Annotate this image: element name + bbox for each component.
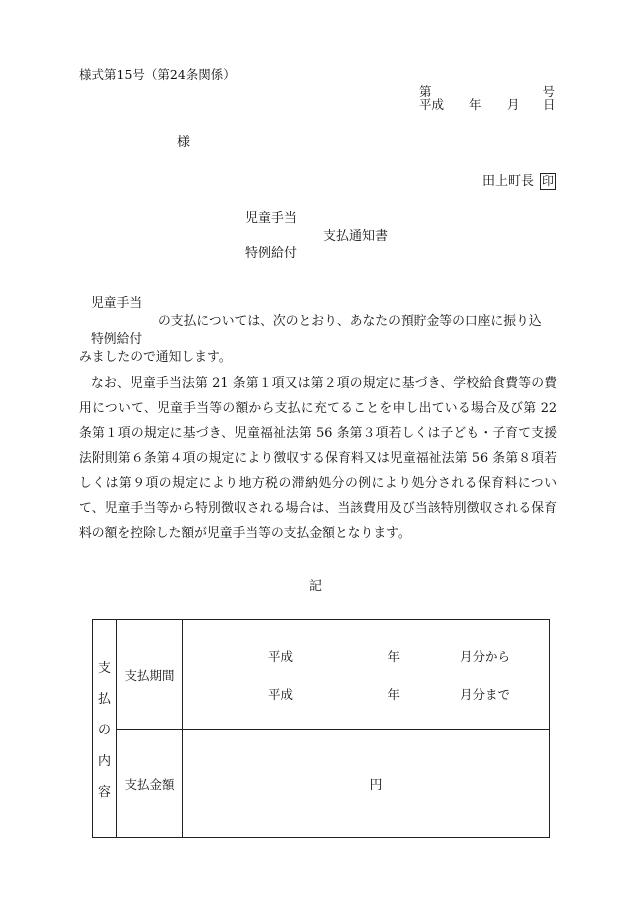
period-from	[183, 637, 549, 675]
period-to-year: 年	[387, 686, 400, 702]
form-number: 様式第15号（第24条関係）	[79, 67, 236, 82]
doc-number-suffix: 号	[542, 84, 555, 99]
intro-continuation: みましたので通知します。	[79, 350, 232, 365]
side-label-cell	[93, 620, 117, 838]
record-label: 記	[309, 579, 323, 594]
side-label: 支 払 の 内 容	[97, 661, 111, 800]
sender	[482, 173, 556, 190]
period-label: 支払期間	[117, 620, 183, 730]
issue-date	[419, 99, 559, 112]
period-value-cell	[183, 620, 550, 730]
note-paragraph: なお、児童手当法第 21 条第１項又は第２項の規定に基づき、学校給食費等の費用について、児童手当等の額から支払に充てることを申し出ている場合及び第 22 条第１項の規定に基づき、児童福祉法第 56 条第３項若しくは子ども・子育て支援法附則第６条第４項の規定により徴収する保育料又は児童福祉法第 56 条第８項若しくは第９項の規定により地方税の滞納処分の例により処分される保育料について、児童手当等から特別徴収される場合は、当該費用及び当該特別徴収される保育料の額を控除した額が児童手当等の支払金額となります。	[79, 376, 557, 541]
seal-mark: 印	[542, 174, 555, 188]
period-to	[183, 675, 549, 713]
period-from-year: 年	[387, 648, 400, 664]
period-row	[93, 620, 550, 730]
title-option-special-benefit: 特例給付	[245, 246, 298, 261]
intro-option-special-benefit: 特例給付	[91, 332, 143, 347]
amount-value: 円	[183, 730, 550, 838]
period-from-era: 平成	[267, 648, 293, 664]
date-year: 年	[469, 97, 482, 112]
payment-details-table	[92, 619, 550, 838]
date-month: 月	[507, 97, 520, 112]
amount-row	[93, 730, 550, 838]
period-to-era: 平成	[267, 686, 293, 702]
recipient-honorific: 様	[177, 135, 191, 150]
intro-option-allowance: 児童手当	[91, 296, 143, 311]
date-day: 日	[543, 97, 556, 112]
sender-name: 田上町長	[482, 174, 535, 189]
period-to-month: 月分まで	[459, 686, 510, 702]
document-title: 支払通知書	[323, 229, 389, 244]
title-option-allowance: 児童手当	[245, 211, 298, 226]
amount-label: 支払金額	[117, 730, 183, 838]
period-from-month: 月分から	[459, 648, 510, 664]
intro-text: の支払については、次のとおり、あなたの預貯金等の口座に振り込	[158, 314, 542, 329]
date-era: 平成	[419, 97, 445, 112]
doc-number-prefix: 第	[419, 84, 432, 99]
